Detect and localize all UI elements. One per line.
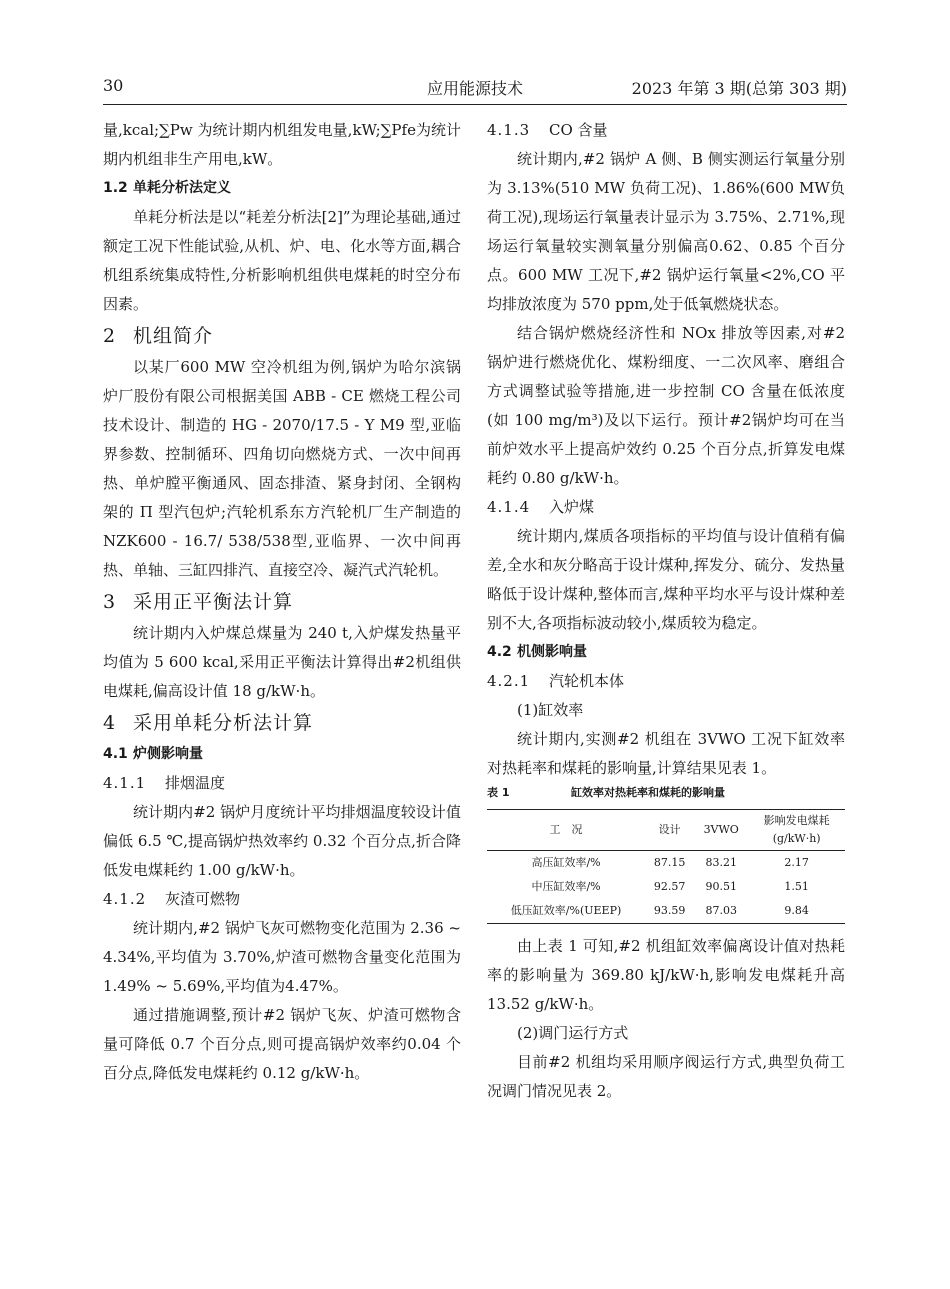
table-cell: 高压缸效率/% [531, 856, 601, 869]
table-header-impact: 影响发电煤耗 [748, 810, 845, 831]
paragraph: 统计期内入炉煤总煤量为 240 t,入炉煤发热量平均值为 5 600 kcal,采用正平衡法计算得出#2机组供电煤耗,偏高设计值 18 g/kW·h。 [103, 624, 461, 700]
section-title: 炉侧影响量 [133, 746, 203, 762]
section-number: 2 [103, 325, 117, 347]
section-number: 4.1 [103, 746, 128, 762]
table-cell: 93.59 [645, 899, 694, 924]
page-number: 30 [103, 76, 124, 95]
header-rule [103, 104, 847, 105]
section-4-1-1-heading [103, 769, 461, 798]
table-cell: 87.15 [653, 856, 686, 869]
section-number: 4 [103, 712, 117, 734]
section-4-1-heading [103, 740, 461, 769]
section-title: 采用正平衡法计算 [133, 591, 294, 613]
table-row [487, 851, 845, 876]
table-header-design: 设计 [645, 810, 694, 851]
section-4-2-heading [487, 638, 845, 667]
section-4-1-3-heading [487, 116, 845, 145]
section-4-1-4-heading [487, 493, 845, 522]
section-number: 4.1.3 [487, 121, 531, 139]
section-3-heading [103, 586, 461, 618]
list-item-heading: (1)缸效率 [517, 701, 584, 719]
left-column [103, 116, 461, 1088]
section-title: 机组简介 [133, 325, 214, 347]
section-4-1-2-heading [103, 885, 461, 914]
paragraph: 统计期内#2 锅炉月度统计平均排烟温度较设计值偏低 6.5 ℃,提高锅炉热效率约 0.32 个百分点,折合降低发电煤耗约 1.00 g/kW·h。 [103, 803, 461, 879]
table-cell: 低压缸效率/%(UEEP) [487, 899, 645, 924]
section-title: 汽轮机本体 [549, 672, 625, 690]
section-title: 灰渣可燃物 [165, 890, 241, 908]
paragraph: 统计期内,实测#2 机组在 3VWO 工况下缸效率对热耗率和煤耗的影响量,计算结果见表 1。 [487, 730, 845, 777]
section-number: 4.1.1 [103, 774, 147, 792]
paragraph: 统计期内,#2 锅炉 A 侧、B 侧实测运行氧量分别为 3.13%(510 MW 负荷工况)、1.86%(600 MW负荷工况),现场运行氧量表计显示为 3.75%、2.71%,现场运行氧量较实测氧量分别偏高0.62、0.85 个百分点。600 MW 工况下,#2 锅炉运行氧量<2%,CO 平均排放浓度为 570 ppm,处于低氧燃烧状态。 [487, 150, 845, 313]
section-4-2-1-heading [487, 667, 845, 696]
section-4-heading [103, 707, 461, 739]
table-cell: 87.03 [694, 899, 748, 924]
section-number: 1.2 [103, 180, 128, 196]
list-item-heading: (2)调门运行方式 [517, 1024, 629, 1042]
paragraph: 由上表 1 可知,#2 机组缸效率偏离设计值对热耗率的影响量为 369.80 kJ/kW·h,影响发电煤耗升高 13.52 g/kW·h。 [487, 937, 845, 1013]
section-title: 采用单耗分析法计算 [133, 712, 314, 734]
table-cell: 83.21 [705, 856, 737, 869]
paragraph: 结合锅炉燃烧经济性和 NOx 排放等因素,对#2 锅炉进行燃烧优化、煤粉细度、一二次风率、磨组合方式调整试验等措施,进一步控制 CO 含量在低浓度(如 100 mg/m³)及以下运行。预计#2锅炉均可在当前炉效水平上提高炉效约 0.25 个百分点,折算发电煤耗约 0.80 g/kW·h。 [487, 324, 845, 487]
table-row [487, 899, 845, 924]
intro-paragraph: 量,kcal;∑Pw 为统计期内机组发电量,kW;∑Pfe为统计期内机组非生产用电,kW。 [103, 121, 461, 168]
section-title: 入炉煤 [549, 498, 595, 516]
journal-title: 应用能源技术 [426, 79, 523, 98]
section-number: 4.2.1 [487, 672, 531, 690]
section-title: 单耗分析法定义 [133, 180, 231, 196]
page-header [103, 76, 847, 102]
section-title: 机侧影响量 [517, 644, 587, 660]
table-cell: 1.51 [784, 880, 809, 893]
section-number: 4.1.4 [487, 498, 531, 516]
table-row [487, 875, 845, 899]
section-title: 排烟温度 [165, 774, 226, 792]
section-2-heading [103, 320, 461, 352]
paragraph: 单耗分析法是以“耗差分析法[2]”为理论基础,通过额定工况下性能试验,从机、炉、电、化水等方面,耦合机组系统集成特性,分析影响机组供电煤耗的时空分布因素。 [103, 208, 461, 313]
table-caption [487, 783, 845, 803]
table-header-unit: (g/kW·h) [748, 830, 845, 851]
table-header-3vwo: 3VWO [694, 810, 748, 851]
issue-info: 2023 年第 3 期(总第 303 期) [631, 79, 847, 98]
section-number: 4.1.2 [103, 890, 147, 908]
table-cell: 2.17 [784, 856, 809, 869]
table-cell: 9.84 [748, 899, 845, 924]
paragraph: 统计期内,煤质各项指标的平均值与设计值稍有偏差,全水和灰分略高于设计煤种,挥发分、硫分、发热量略低于设计煤种,整体而言,煤种平均水平与设计煤种差别不大,各项指标波动较小,煤质较为稳定。 [487, 527, 845, 632]
section-number: 3 [103, 591, 117, 613]
paragraph: 目前#2 机组均采用顺序阀运行方式,典型负荷工况调门情况见表 2。 [487, 1053, 845, 1100]
section-title: CO 含量 [549, 121, 608, 139]
paragraph: 以某厂600 MW 空冷机组为例,锅炉为哈尔滨锅炉厂股份有限公司根据美国 ABB - CE 燃烧工程公司技术设计、制造的 HG - 2070/17.5 - Y M9 型,亚临界参数、控制循环、四角切向燃烧方式、一次中间再热、单炉膛平衡通风、固态排渣、紧身封闭、全钢构架的 Π 型汽包炉;汽轮机系东方汽轮机厂生产制造的 NZK600 - 16.7/ 538/538型,亚临界、一次中间再热、单轴、三缸四排汽、直接空冷、凝汽式汽轮机。 [103, 358, 461, 579]
table-title: 缸效率对热耗率和煤耗的影响量 [571, 786, 725, 799]
table-cell: 90.51 [705, 880, 737, 893]
table-number: 表 1 [487, 786, 510, 799]
data-table [487, 809, 845, 924]
right-column [487, 116, 845, 1106]
table-header-condition: 工 况 [487, 810, 645, 851]
paragraph: 通过措施调整,预计#2 锅炉飞灰、炉渣可燃物含量可降低 0.7 个百分点,则可提高锅炉效率约0.04 个百分点,降低发电煤耗约 0.12 g/kW·h。 [103, 1006, 461, 1082]
table-cell: 92.57 [653, 880, 686, 893]
section-1-2-heading [103, 174, 461, 203]
section-number: 4.2 [487, 644, 512, 660]
paragraph: 统计期内,#2 锅炉飞灰可燃物变化范围为 2.36 ~ 4.34%,平均值为 3.70%,炉渣可燃物含量变化范围为 1.49% ~ 5.69%,平均值为4.47%。 [103, 919, 461, 995]
table-cell: 中压缸效率/% [531, 880, 601, 893]
